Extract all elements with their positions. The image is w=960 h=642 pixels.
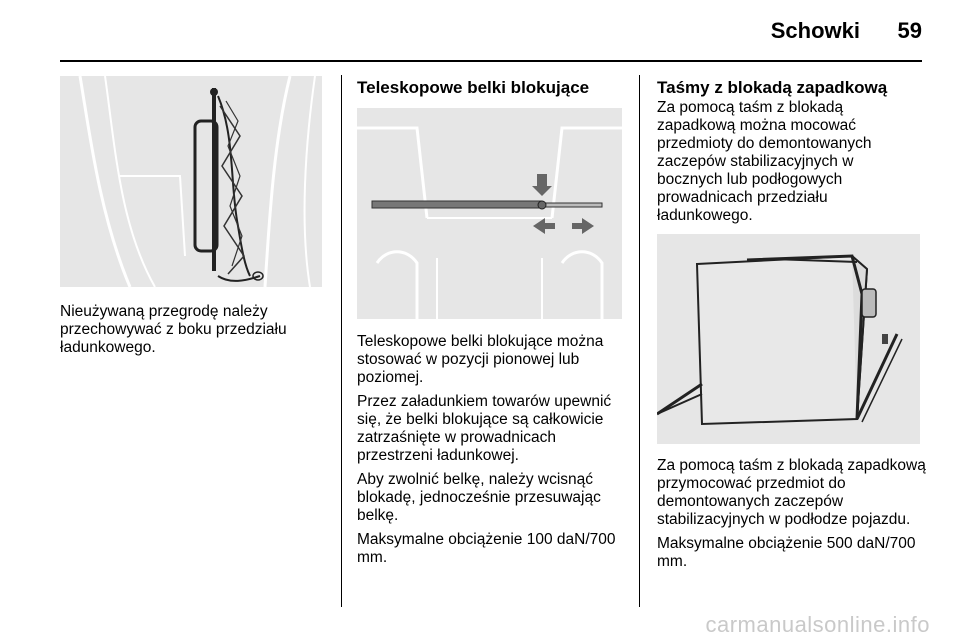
telescopic-bar-illustration bbox=[357, 108, 622, 319]
column-divider-left bbox=[341, 75, 342, 607]
page-number: 59 bbox=[897, 18, 922, 43]
section-heading-telescopic-bars: Teleskopowe belki blokujące bbox=[357, 78, 590, 97]
telescopic-bars-body bbox=[357, 333, 632, 573]
section-heading-ratchet-straps: Taśmy z blokadą zapadkową bbox=[657, 78, 888, 97]
header-rule bbox=[60, 60, 922, 62]
page-section-title: Schowki bbox=[770, 18, 860, 43]
partition-caption bbox=[60, 303, 320, 363]
column-divider-right bbox=[639, 75, 640, 607]
ratchet-straps-intro bbox=[657, 99, 917, 231]
paragraph: Maksymalne obciążenie 500 daN/700 mm. bbox=[657, 535, 916, 570]
paragraph: Przez załadunkiem towarów upewnić się, że belki blokujące są całkowicie zatrzaśnięte w prowadnicach przestrzeni ładunkowej. bbox=[357, 393, 612, 464]
paragraph: Maksymalne obciążenie 100 daN/700 mm. bbox=[357, 531, 616, 566]
paragraph: Teleskopowe belki blokujące można stosować w pozycji pionowej lub poziomej. bbox=[357, 333, 604, 386]
ratchet-straps-body bbox=[657, 457, 927, 577]
paragraph: Aby zwolnić belkę, należy wcisnąć blokadę, jednocześnie przesuwając belkę. bbox=[357, 471, 601, 524]
ratchet-strap-illustration bbox=[657, 234, 920, 444]
watermark: carmanualsonline.info bbox=[705, 612, 930, 637]
paragraph: Za pomocą taśm z blokadą zapadkową można mocować przedmioty do demontowanych zaczepów stabilizacyjnych w bocznych lub podłogowych prowadnicach przedziału ładunkowego. bbox=[657, 99, 872, 224]
partition-storage-illustration bbox=[60, 76, 322, 287]
paragraph: Za pomocą taśm z blokadą zapadkową przymocować przedmiot do demontowanych zaczepów stabilizacyjnych w podłodze pojazdu. bbox=[657, 457, 926, 528]
partition-caption-text: Nieużywaną przegrodę należy przechowywać z boku przedziału ładunkowego. bbox=[60, 303, 287, 356]
